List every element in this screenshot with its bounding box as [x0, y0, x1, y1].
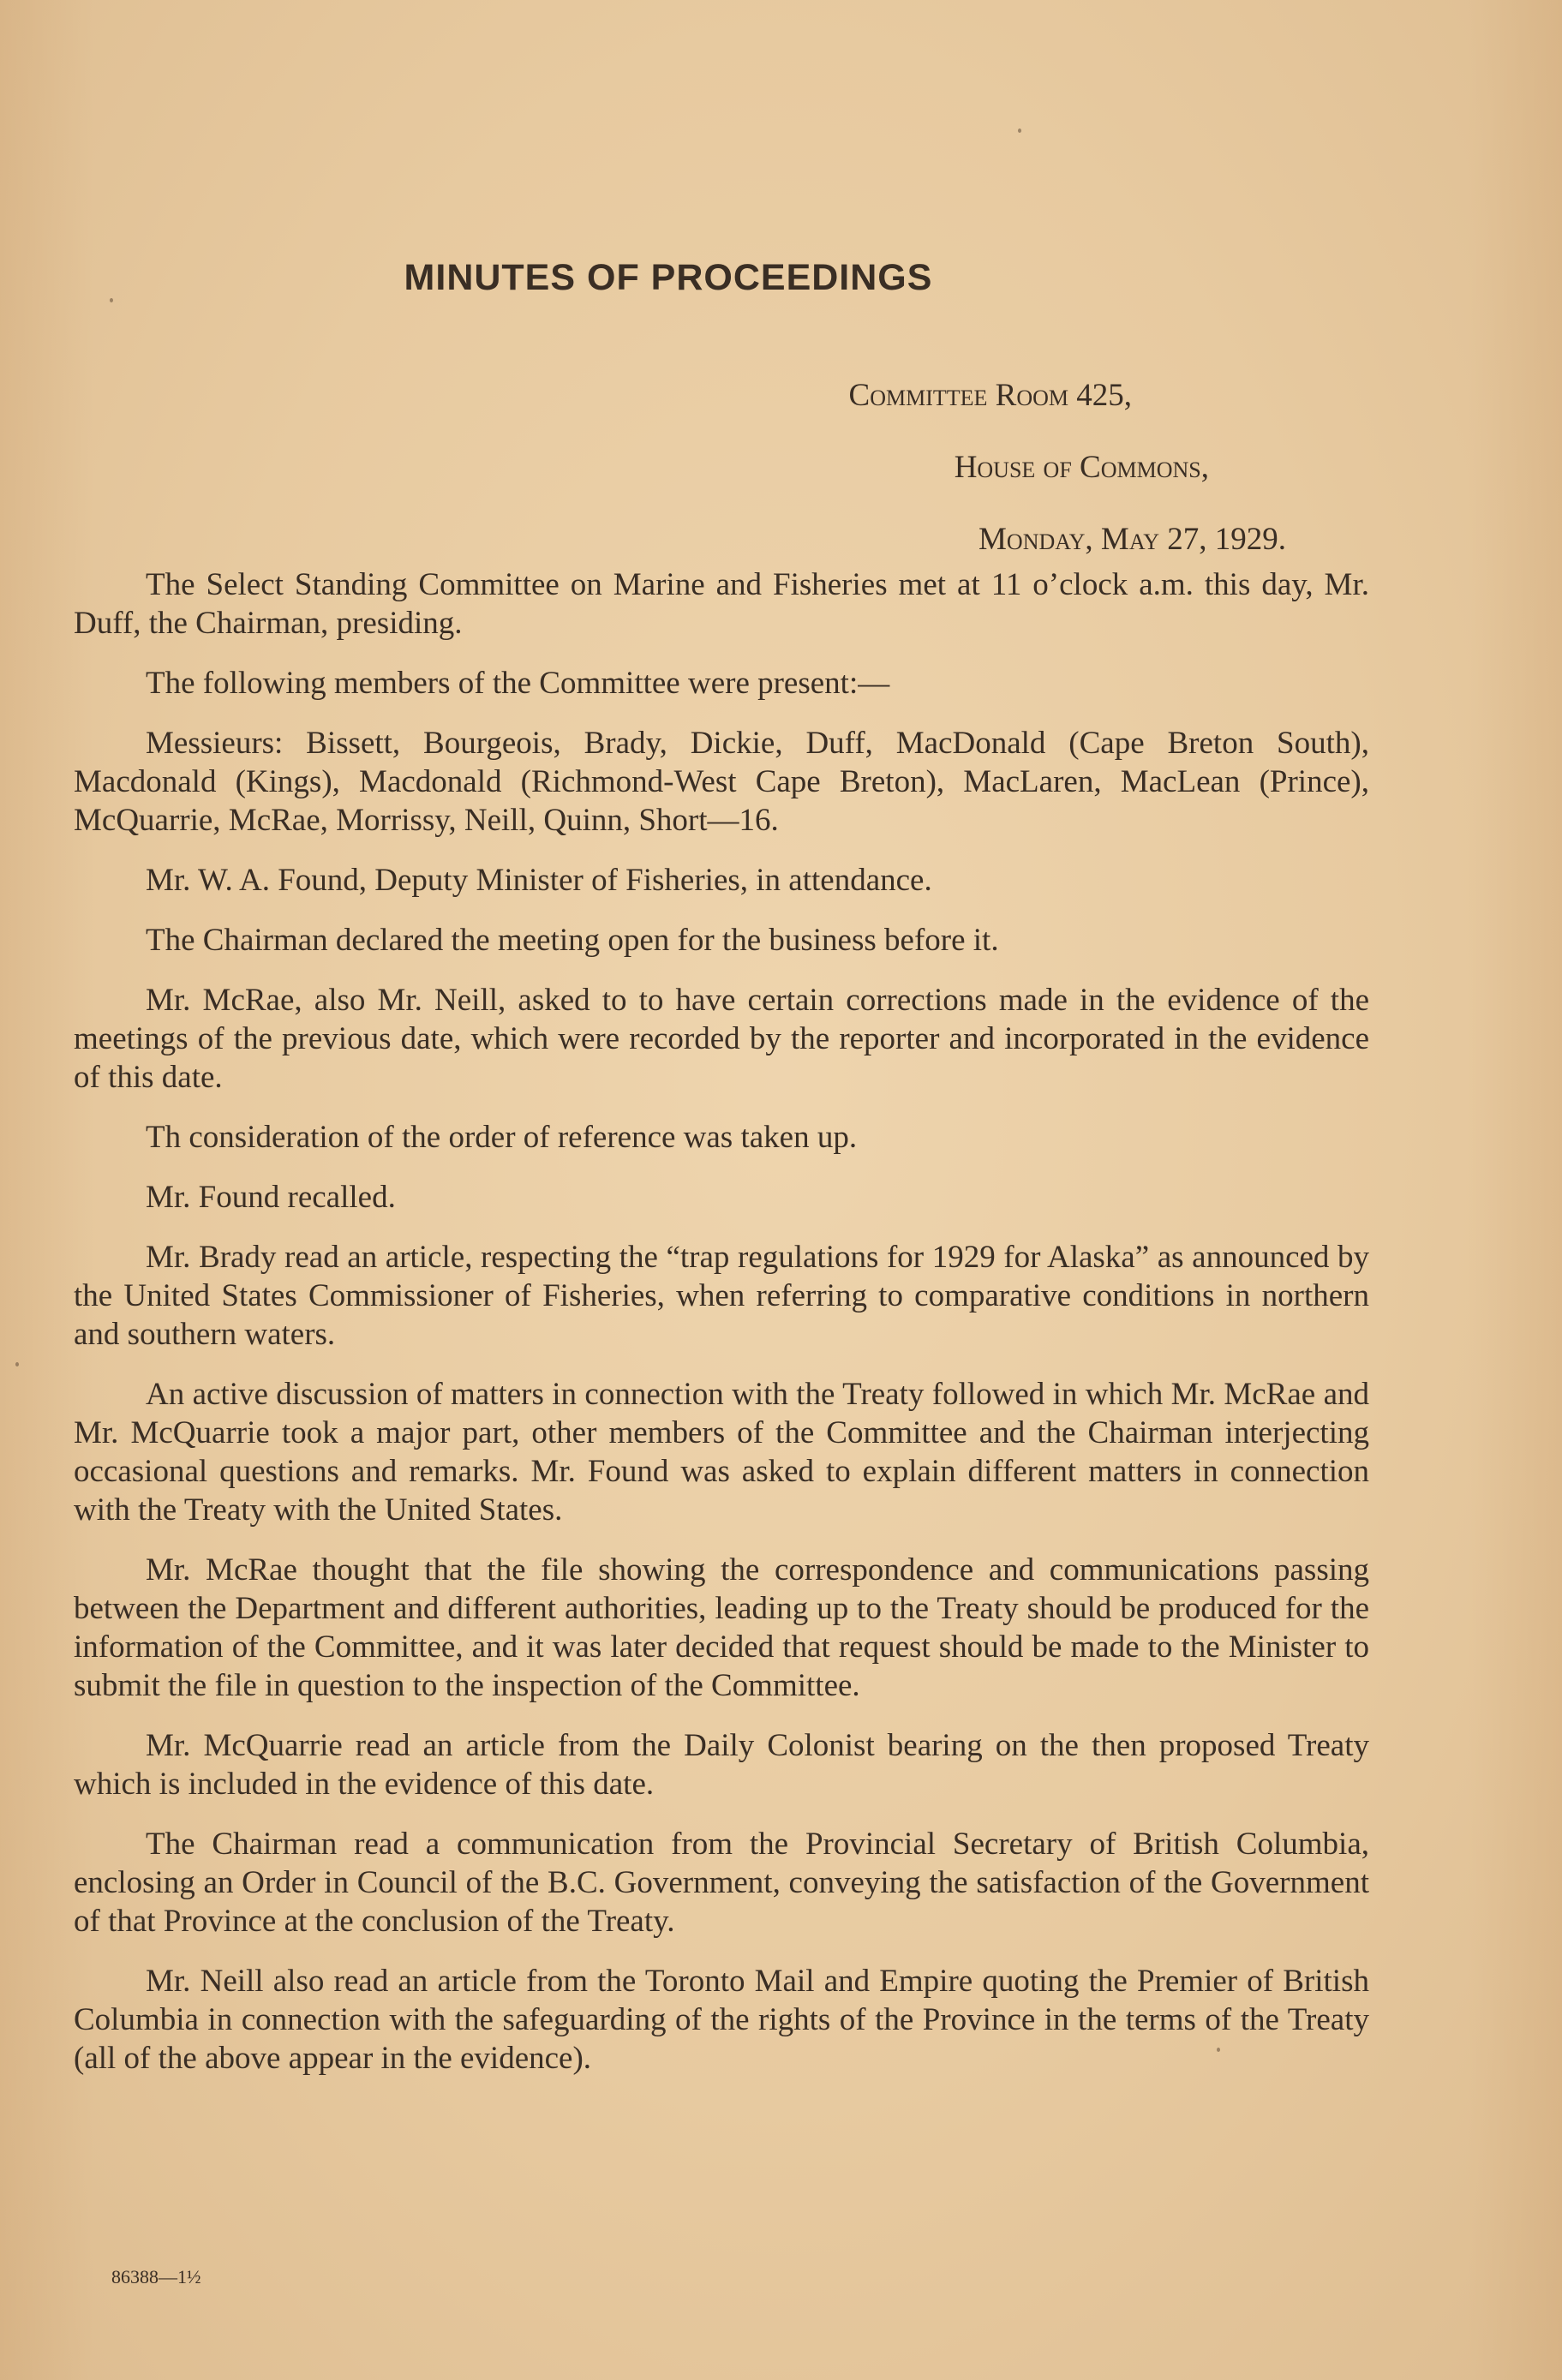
paragraph: Mr. McQuarrie read an article from the Daily Colonist bearing on the then proposed Treaty which is included in the evidence of this date.: [74, 1728, 1369, 1802]
paper-speck: [1217, 2048, 1220, 2052]
address-house: House of Commons,: [954, 450, 1209, 485]
minutes-body: [74, 565, 1369, 2099]
paper-speck: [15, 1362, 19, 1366]
paper-speck: [110, 298, 113, 302]
paragraph: Messieurs: Bissett, Bourgeois, Brady, Dickie, Duff, MacDonald (Cape Breton South), Macdonald (Kings), Macdonald (Richmond-West Cape Breton), MacLaren, MacLean (Prince), McQuarrie, McRae, Morrissy, Neill, Quinn, Short—16.: [74, 726, 1369, 838]
print-code: 86388—1½: [111, 2266, 201, 2287]
paragraph: An active discussion of matters in connection with the Treaty followed in which Mr. McRae and Mr. McQuarrie took a major part, other members of the Committee and the Chairman interjecting occasional questions and remarks. Mr. Found was asked to explain different matters in connection with the Treaty with the United States.: [74, 1377, 1369, 1528]
paper-speck: [1018, 129, 1021, 133]
paragraph: Mr. Brady read an article, respecting the “trap regulations for 1929 for Alaska” as announced by the United States Commissioner of Fisheries, when referring to comparative conditions in northern and southern waters.: [74, 1240, 1369, 1352]
document-title: MINUTES OF PROCEEDINGS: [404, 257, 933, 298]
paragraph: Mr. McRae, also Mr. Neill, asked to to have certain corrections made in the evidence of the meetings of the previous date, which were recorded by the reporter and incorporated in the evidence of this date.: [74, 983, 1369, 1095]
paragraph: The Chairman read a communication from the Provincial Secretary of British Columbia, enclosing an Order in Council of the B.C. Government, conveying the satisfaction of the Government of that Province at the conclusion of the Treaty.: [74, 1827, 1369, 1939]
paragraph: The following members of the Committee were present:—: [146, 666, 890, 701]
paragraph: Th consideration of the order of reference was taken up.: [146, 1120, 858, 1155]
paragraph: Mr. McRae thought that the file showing the correspondence and communications passing between the Department and different authorities, leading up to the Treaty should be produced for the information of the Committee, and it was later decided that request should be made to the Minister to submit the file in question to the inspection of the Committee.: [74, 1552, 1369, 1703]
address-date: Monday, May 27, 1929.: [978, 522, 1286, 557]
paragraph: Mr. Neill also read an article from the Toronto Mail and Empire quoting the Premier of British Columbia in connection with the safeguarding of the rights of the Province in the terms of the Treaty (all of the above appear in the evidence).: [74, 1964, 1369, 2076]
paragraph: The Chairman declared the meeting open for the business before it.: [146, 923, 999, 958]
paragraph: The Select Standing Committee on Marine and Fisheries met at 11 o’clock a.m. this day, Mr. Duff, the Chairman, presiding.: [74, 567, 1369, 641]
paragraph: Mr. Found recalled.: [146, 1180, 396, 1215]
address-room: Committee Room 425,: [848, 378, 1132, 413]
paragraph: Mr. W. A. Found, Deputy Minister of Fisheries, in attendance.: [146, 863, 932, 898]
address-block: [515, 360, 1286, 576]
